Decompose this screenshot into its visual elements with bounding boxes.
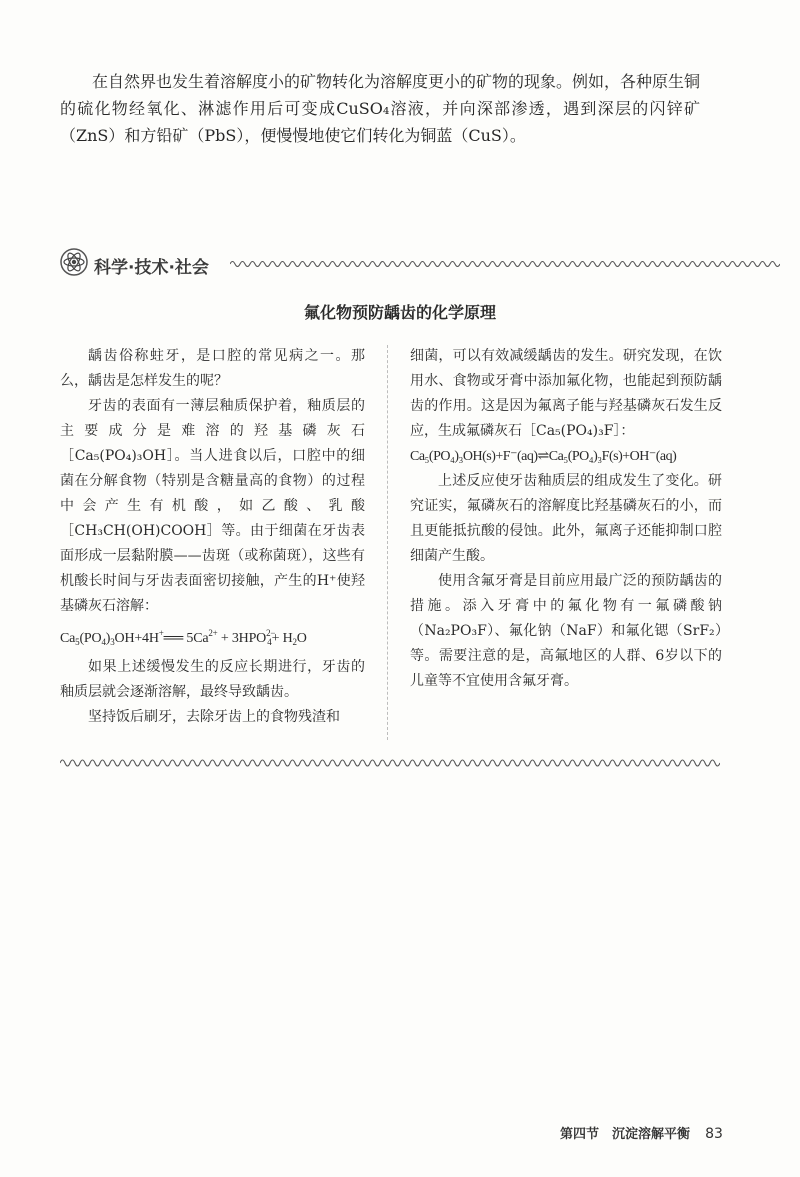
left-paragraph-2: 牙齿的表面有一薄层釉质保护着，釉质层的主要成分是难溶的羟基磷灰石［Ca₅(PO₄)₃OH］。当人进食以后，口腔中的细菌在分解食物（特别是含糖量高的食物）的过程中会产生有机酸，如乙酸、乳酸［CH₃CH(OH)COOH］等。由于细菌在牙齿表面形成一层黏附膜——齿斑（或称菌斑），这些有机酸长时间与牙齿表面密切接触，产生的H⁺使羟基磷灰石溶解： (60, 398, 365, 614)
equation-fluoride: Ca₅(PO₄)₃OH(s)+F⁻(aq)⇌Ca₅(PO₄)₃F(s)+OH⁻(aq) (410, 449, 677, 464)
intro-paragraph: 在自然界也发生着溶解度小的矿物转化为溶解度更小的矿物的现象。例如，各种原生铜的硫化物经氧化、淋滤作用后可变成CuSO₄溶液，并向深部渗透，遇到深层的闪锌矿（ZnS）和方铅矿（PbS），便慢慢地使它们转化为铜蓝（CuS）。 (60, 72, 701, 145)
article-title: 氟化物预防龋齿的化学原理 (303, 303, 496, 322)
right-column (410, 344, 722, 694)
page-number: 83 (705, 1126, 723, 1142)
wave-divider-top (230, 259, 780, 269)
right-paragraph-2: 上述反应使牙齿釉质层的组成发生了变化。研究证实，氟磷灰石的溶解度比羟基磷灰石的小，而且更能抵抗酸的侵蚀。此外，氟离子还能抑制口腔细菌产生酸。 (410, 473, 722, 564)
left-paragraph-3: 如果上述缓慢发生的反应长期进行，牙齿的釉质层就会逐渐溶解，最终导致龋齿。 (60, 659, 365, 700)
atom-icon (60, 248, 88, 276)
section-header (60, 248, 780, 282)
right-paragraph-3: 使用含氟牙膏是目前应用最广泛的预防龋齿的措施。添入牙膏中的氟化物有一氟磷酸钠（Na₂PO₃F）、氟化钠（NaF）和氟化锶（SrF₂）等。需要注意的是，高氟地区的人群、6岁以下的儿童等不宜使用含氟牙膏。 (410, 573, 722, 689)
wave-divider-bottom (60, 757, 720, 769)
footer-section-name: 第四节 沉淀溶解平衡 (560, 1127, 691, 1142)
left-paragraph-4: 坚持饭后刷牙，去除牙齿上的食物残渣和 (88, 709, 340, 725)
column-divider (387, 345, 388, 740)
section-title: 科学·技术·社会 (94, 258, 209, 278)
equation-dissolution: $Ca_5(PO_4)_3OH+4H^+══$ $5Ca^{2+} + 3HPO^{2-}_4+ H_2O$ (60, 628, 307, 647)
intro-text (60, 68, 700, 149)
page-footer (560, 1123, 723, 1142)
left-column (60, 344, 365, 730)
left-paragraph-1: 龋齿俗称蛀牙，是口腔的常见病之一。那么，龋齿是怎样发生的呢？ (60, 348, 365, 389)
right-paragraph-1: 细菌，可以有效减缓龋齿的发生。研究发现，在饮用水、食物或牙膏中添加氟化物，也能起到预防龋齿的作用。这是因为氟离子能与羟基磷灰石发生反应，生成氟磷灰石［Ca₅(PO₄)₃F］： (410, 348, 722, 439)
